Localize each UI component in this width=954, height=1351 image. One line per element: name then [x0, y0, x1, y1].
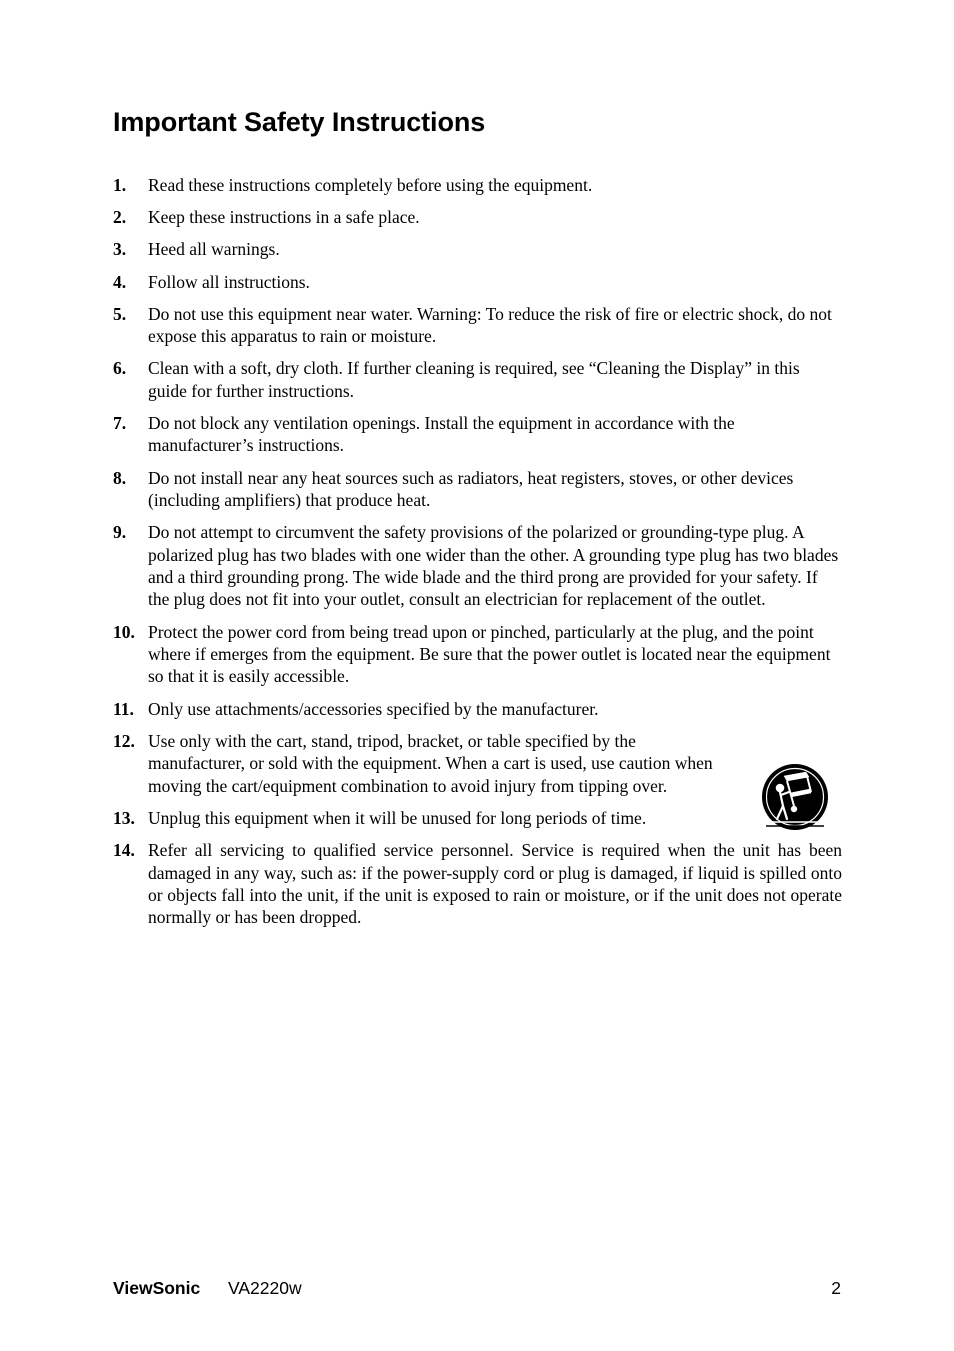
item-text: Do not block any ventilation openings. Install the equipment in accordance with the manufacturer’s instructions. — [148, 413, 735, 456]
item-text: Do not attempt to circumvent the safety provisions of the polarized or grounding-type plug. A polarized plug has two blades with one wider than the other. A grounding type plug has two blades and a third grounding prong. The wide blade and the third prong are provided for your safety. If the plug does not fit into your outlet, consult an electrician for replacement of the outlet. — [148, 522, 839, 610]
list-item — [113, 807, 842, 829]
item-number: 7. — [113, 413, 127, 434]
safety-instructions-list — [113, 174, 842, 939]
item-number: 2. — [113, 207, 127, 228]
footer-model: VA2220w — [228, 1278, 302, 1298]
item-number: 4. — [113, 271, 127, 292]
item-number: 6. — [113, 358, 127, 379]
item-number: 5. — [113, 303, 127, 324]
item-text: Clean with a soft, dry cloth. If further cleaning is required, see “Cleaning the Display” in this guide for further instructions. — [148, 358, 800, 401]
list-item — [113, 730, 842, 797]
list-item — [113, 412, 842, 457]
page-number: 2 — [831, 1278, 841, 1298]
item-text: Refer all servicing to qualified service personnel. Service is required when the unit has been damaged in any way, such as: if the power-supply cord or plug is damaged, if liquid is spilled onto or objects fall into the unit, if the unit is exposed to rain or moisture, or if the unit does not operate normally or has been dropped. — [148, 840, 842, 928]
item-number: 14. — [113, 840, 135, 861]
item-text: Do not install near any heat sources such as radiators, heat registers, stoves, or other devices (including amplifiers) that produce heat. — [148, 467, 794, 511]
list-item — [113, 303, 842, 348]
item-number: 12. — [113, 730, 135, 751]
item-text: Heed all warnings. — [148, 239, 280, 260]
item-number: 1. — [113, 175, 127, 195]
list-item — [113, 271, 842, 293]
cart-tip-over-warning-icon — [760, 762, 830, 834]
item-text: Read these instructions completely before using the equipment. — [148, 175, 593, 195]
item-text: Protect the power cord from being tread upon or pinched, particularly at the plug, and the point where if emerges from the equipment. Be sure that the power outlet is located near the equipment so that it is easily accessible. — [148, 621, 831, 687]
item-text: Follow all instructions. — [148, 271, 310, 292]
item-text: Only use attachments/accessories specified by the manufacturer. — [148, 698, 599, 719]
list-item — [113, 238, 842, 260]
list-item — [113, 206, 842, 228]
list-item — [113, 621, 842, 688]
item-number: 8. — [113, 467, 127, 488]
list-item — [113, 839, 842, 929]
list-item — [113, 357, 842, 402]
item-number: 3. — [113, 239, 127, 260]
item-text: Keep these instructions in a safe place. — [148, 207, 420, 228]
item-number: 10. — [113, 621, 135, 642]
footer-brand: ViewSonic — [113, 1278, 201, 1298]
item-text: Unplug this equipment when it will be unused for long periods of time. — [148, 807, 647, 828]
item-number: 13. — [113, 807, 135, 828]
list-item — [113, 521, 842, 611]
item-number: 9. — [113, 522, 127, 543]
item-text: Do not use this equipment near water. Warning: To reduce the risk of fire or electric shock, do not expose this apparatus to rain or moisture. — [148, 303, 832, 347]
list-item — [113, 174, 842, 196]
item-text: Use only with the cart, stand, tripod, bracket, or table specified by the manufacturer, or sold with the equipment. When a cart is used, use caution when moving the cart/equipment combination to avoid injury from tipping over. — [148, 730, 713, 796]
page-title: Important Safety Instructions — [113, 107, 486, 137]
list-item — [113, 467, 842, 512]
item-number: 11. — [113, 698, 134, 719]
list-item — [113, 698, 842, 720]
